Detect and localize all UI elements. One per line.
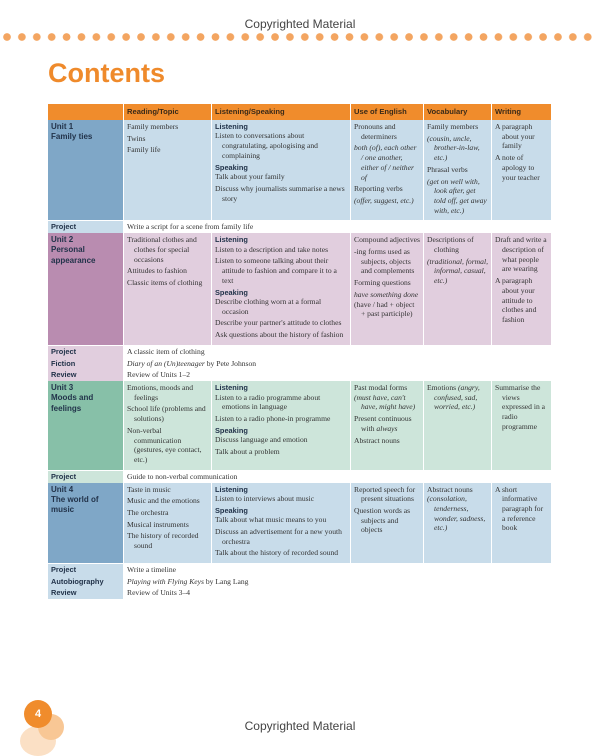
writing-cell — [492, 120, 552, 221]
vocab-cell — [424, 381, 492, 471]
unit-title: Moods and feelings — [51, 393, 94, 413]
unit-row-1 — [48, 120, 552, 221]
writing-item: A short informative paragraph for a reference book — [495, 484, 544, 533]
english-example: (offer, suggest, etc.) — [354, 196, 414, 206]
speaking-heading: Speaking — [215, 505, 248, 515]
unit-title: Personal appearance — [51, 245, 96, 265]
extra-row — [48, 564, 552, 576]
extra-text: Guide to non-verbal communication — [124, 471, 552, 483]
speaking-item: Talk about your family — [215, 172, 285, 182]
listening-heading: Listening — [215, 235, 248, 245]
writing-item: A paragraph about your family — [495, 122, 535, 151]
english-item: Pronouns and determiners — [354, 122, 397, 141]
english-cell — [351, 381, 424, 471]
extra-row — [48, 346, 552, 358]
reading-cell — [124, 483, 212, 565]
english-example: both (of), each other / one another, either of / neither of — [354, 143, 417, 182]
vocab-item: Family members — [427, 122, 479, 131]
reading-item: Classic items of clothing — [127, 278, 203, 288]
speaking-item: Talk about what music means to you — [215, 515, 327, 525]
unit-title: Family ties — [51, 132, 93, 142]
listening-item: Listen to a radio phone-in programme — [215, 413, 331, 423]
extra-text: Review of Units 1–2 — [124, 369, 552, 381]
writing-cell — [492, 483, 552, 565]
extra-text: Write a timeline — [124, 564, 552, 576]
extra-text — [124, 576, 552, 588]
book-author: by Pete Johnson — [204, 358, 257, 368]
writing-item: Draft and write a description of what people are wearing — [495, 235, 547, 274]
extra-label: Project — [48, 221, 124, 233]
vocab-cell — [424, 120, 492, 221]
writing-cell — [492, 381, 552, 471]
listening-item: Listen to interviews about music — [215, 493, 315, 503]
reading-item: Emotions, moods and feelings — [127, 383, 194, 402]
extra-label: Project — [48, 564, 124, 576]
english-item: Abstract nouns — [354, 435, 400, 445]
extra-row — [48, 576, 552, 588]
extra-row — [48, 587, 552, 599]
extra-row — [48, 358, 552, 370]
speaking-item: Describe clothing worn at a formal occasion — [215, 297, 322, 316]
english-item: Reporting verbs — [354, 184, 403, 194]
speaking-heading: Speaking — [215, 425, 248, 435]
extra-label: Review — [48, 369, 124, 381]
reading-item: Traditional clothes and clothes for special occasions — [127, 235, 197, 264]
listening-cell — [212, 381, 351, 471]
speaking-item: Talk about the history of recorded sound — [215, 548, 339, 558]
reading-item: The orchestra — [127, 507, 169, 517]
vocab-example: (get on well with, look after, get told off, get away with, etc.) — [427, 176, 487, 215]
reading-item: Music and the emotions — [127, 496, 200, 506]
listening-heading: Listening — [215, 122, 248, 131]
listening-heading: Listening — [215, 383, 248, 393]
english-example: have something done — [354, 289, 419, 299]
vocab-example: (angry, confused, sad, worried, etc.) — [434, 383, 480, 412]
extra-row — [48, 471, 552, 483]
english-item: -ing forms used as subjects, objects and complements — [354, 246, 415, 276]
vocab-cell — [424, 233, 492, 346]
extra-row — [48, 221, 552, 233]
english-cell — [351, 483, 424, 565]
reading-item: Family life — [127, 145, 161, 155]
english-item: Reported speech for present situations — [354, 484, 416, 504]
reading-item: Twins — [127, 133, 146, 143]
speaking-item: Discuss why journalists summarise a news story — [215, 183, 345, 203]
writing-item: A paragraph about your attitude to clothes and fashion — [495, 276, 537, 324]
english-item-keyword: always — [376, 423, 398, 433]
vocab-item: Abstract nouns — [427, 484, 473, 494]
reading-cell — [124, 120, 212, 221]
vocab-example: (cousin, uncle, brother-in-law, etc.) — [427, 133, 480, 163]
extra-text — [124, 358, 552, 370]
english-cell — [351, 233, 424, 346]
extra-text: Write a script for a scene from family life — [124, 221, 552, 233]
english-item: (have / had + object + past participle) — [354, 299, 415, 319]
english-cell — [351, 120, 424, 221]
writing-cell — [492, 233, 552, 346]
english-item: Question words as subjects and objects — [354, 505, 411, 535]
header-english: Use of English — [351, 104, 424, 120]
header-writing: Writing — [492, 104, 552, 120]
english-item — [354, 414, 420, 433]
listening-item: Listen to conversations about congratulating, apologising and complaining — [215, 131, 318, 160]
reading-item: The history of recorded sound — [127, 531, 199, 551]
writing-item: A note of apology to your teacher — [495, 153, 540, 182]
reading-item: Musical instruments — [127, 519, 189, 529]
vocab-example: (traditional, formal, informal, casual, etc.) — [427, 256, 488, 286]
reading-item: Taste in music — [127, 484, 171, 494]
reading-item: Attitudes to fashion — [127, 266, 187, 276]
unit-row-2 — [48, 233, 552, 346]
writing-item: Summarise the views expressed in a radio programme — [495, 383, 546, 431]
header-row — [48, 104, 552, 120]
listening-item: Listen to a description and take notes — [215, 244, 329, 254]
dotted-border — [2, 32, 598, 42]
extra-label: Review — [48, 587, 124, 599]
unit-label — [48, 381, 124, 471]
reading-item: Family members — [127, 122, 179, 131]
vocab-cell — [424, 483, 492, 565]
unit-number: Unit 4 — [51, 484, 74, 494]
english-item: Compound adjectives — [354, 235, 421, 245]
extra-label: Autobiography — [48, 576, 124, 588]
speaking-item: Describe your partner's attitude to clothes — [215, 318, 342, 328]
speaking-item: Talk about a problem — [215, 446, 280, 456]
speaking-heading: Speaking — [215, 162, 248, 172]
listening-item: Listen to someone talking about their attitude to fashion and compare it to a text — [215, 256, 337, 285]
header-listening: Listening/Speaking — [212, 104, 351, 120]
listening-heading: Listening — [215, 484, 248, 494]
watermark-top: Copyrighted Material — [244, 17, 356, 31]
reading-item: School life (problems and solutions) — [127, 404, 206, 424]
vocab-item-text: Emotions — [427, 383, 459, 393]
page-title: Contents — [48, 58, 165, 88]
unit-number: Unit 1 — [51, 122, 74, 131]
extra-label: Project — [48, 471, 124, 483]
speaking-item: Ask questions about the history of fashion — [215, 330, 344, 340]
listening-item: Listen to a radio programme about emotions in language — [215, 392, 321, 412]
extra-row — [48, 369, 552, 381]
page-number: 4 — [24, 700, 52, 728]
extra-label: Fiction — [48, 358, 124, 370]
unit-label — [48, 120, 124, 221]
extra-text: A classic item of clothing — [124, 346, 552, 358]
watermark-bottom: Copyrighted Material — [244, 719, 356, 733]
book-title: Diary of an (Un)teenager — [127, 358, 205, 368]
speaking-heading: Speaking — [215, 287, 248, 297]
vocab-item: Phrasal verbs — [427, 164, 468, 174]
unit-row-3 — [48, 381, 552, 471]
reading-cell — [124, 381, 212, 471]
unit-row-4 — [48, 483, 552, 565]
book-author: by Lang Lang — [203, 576, 249, 586]
english-item: Past modal forms — [354, 383, 408, 393]
english-item: Forming questions — [354, 278, 411, 288]
listening-cell — [212, 233, 351, 346]
unit-title: The world of music — [51, 494, 99, 514]
header-vocabulary: Vocabulary — [424, 104, 492, 120]
english-example: (must have, can't have, might have) — [354, 392, 416, 412]
unit-label — [48, 233, 124, 346]
speaking-item: Discuss an advertisement for a new youth orchestra — [215, 526, 342, 546]
unit-number: Unit 3 — [51, 383, 74, 393]
reading-item: Non-verbal communication (gestures, eye contact, etc.) — [127, 425, 202, 465]
contents-table — [48, 104, 552, 599]
listening-cell — [212, 483, 351, 565]
vocab-item: Descriptions of clothing — [427, 235, 474, 254]
header-unit — [48, 104, 124, 120]
listening-cell — [212, 120, 351, 221]
book-title: Playing with Flying Keys — [127, 576, 204, 586]
speaking-item: Discuss language and emotion — [215, 435, 308, 445]
vocab-item — [427, 383, 488, 412]
header-reading: Reading/Topic — [124, 104, 212, 120]
extra-text: Review of Units 3–4 — [124, 587, 552, 599]
vocab-example: (consolation, tenderness, wonder, sadness, etc.) — [427, 494, 486, 533]
english-item-text: Present continuous with — [354, 414, 412, 433]
unit-label — [48, 483, 124, 565]
unit-number: Unit 2 — [51, 235, 74, 245]
extra-label: Project — [48, 346, 124, 358]
reading-cell — [124, 233, 212, 346]
